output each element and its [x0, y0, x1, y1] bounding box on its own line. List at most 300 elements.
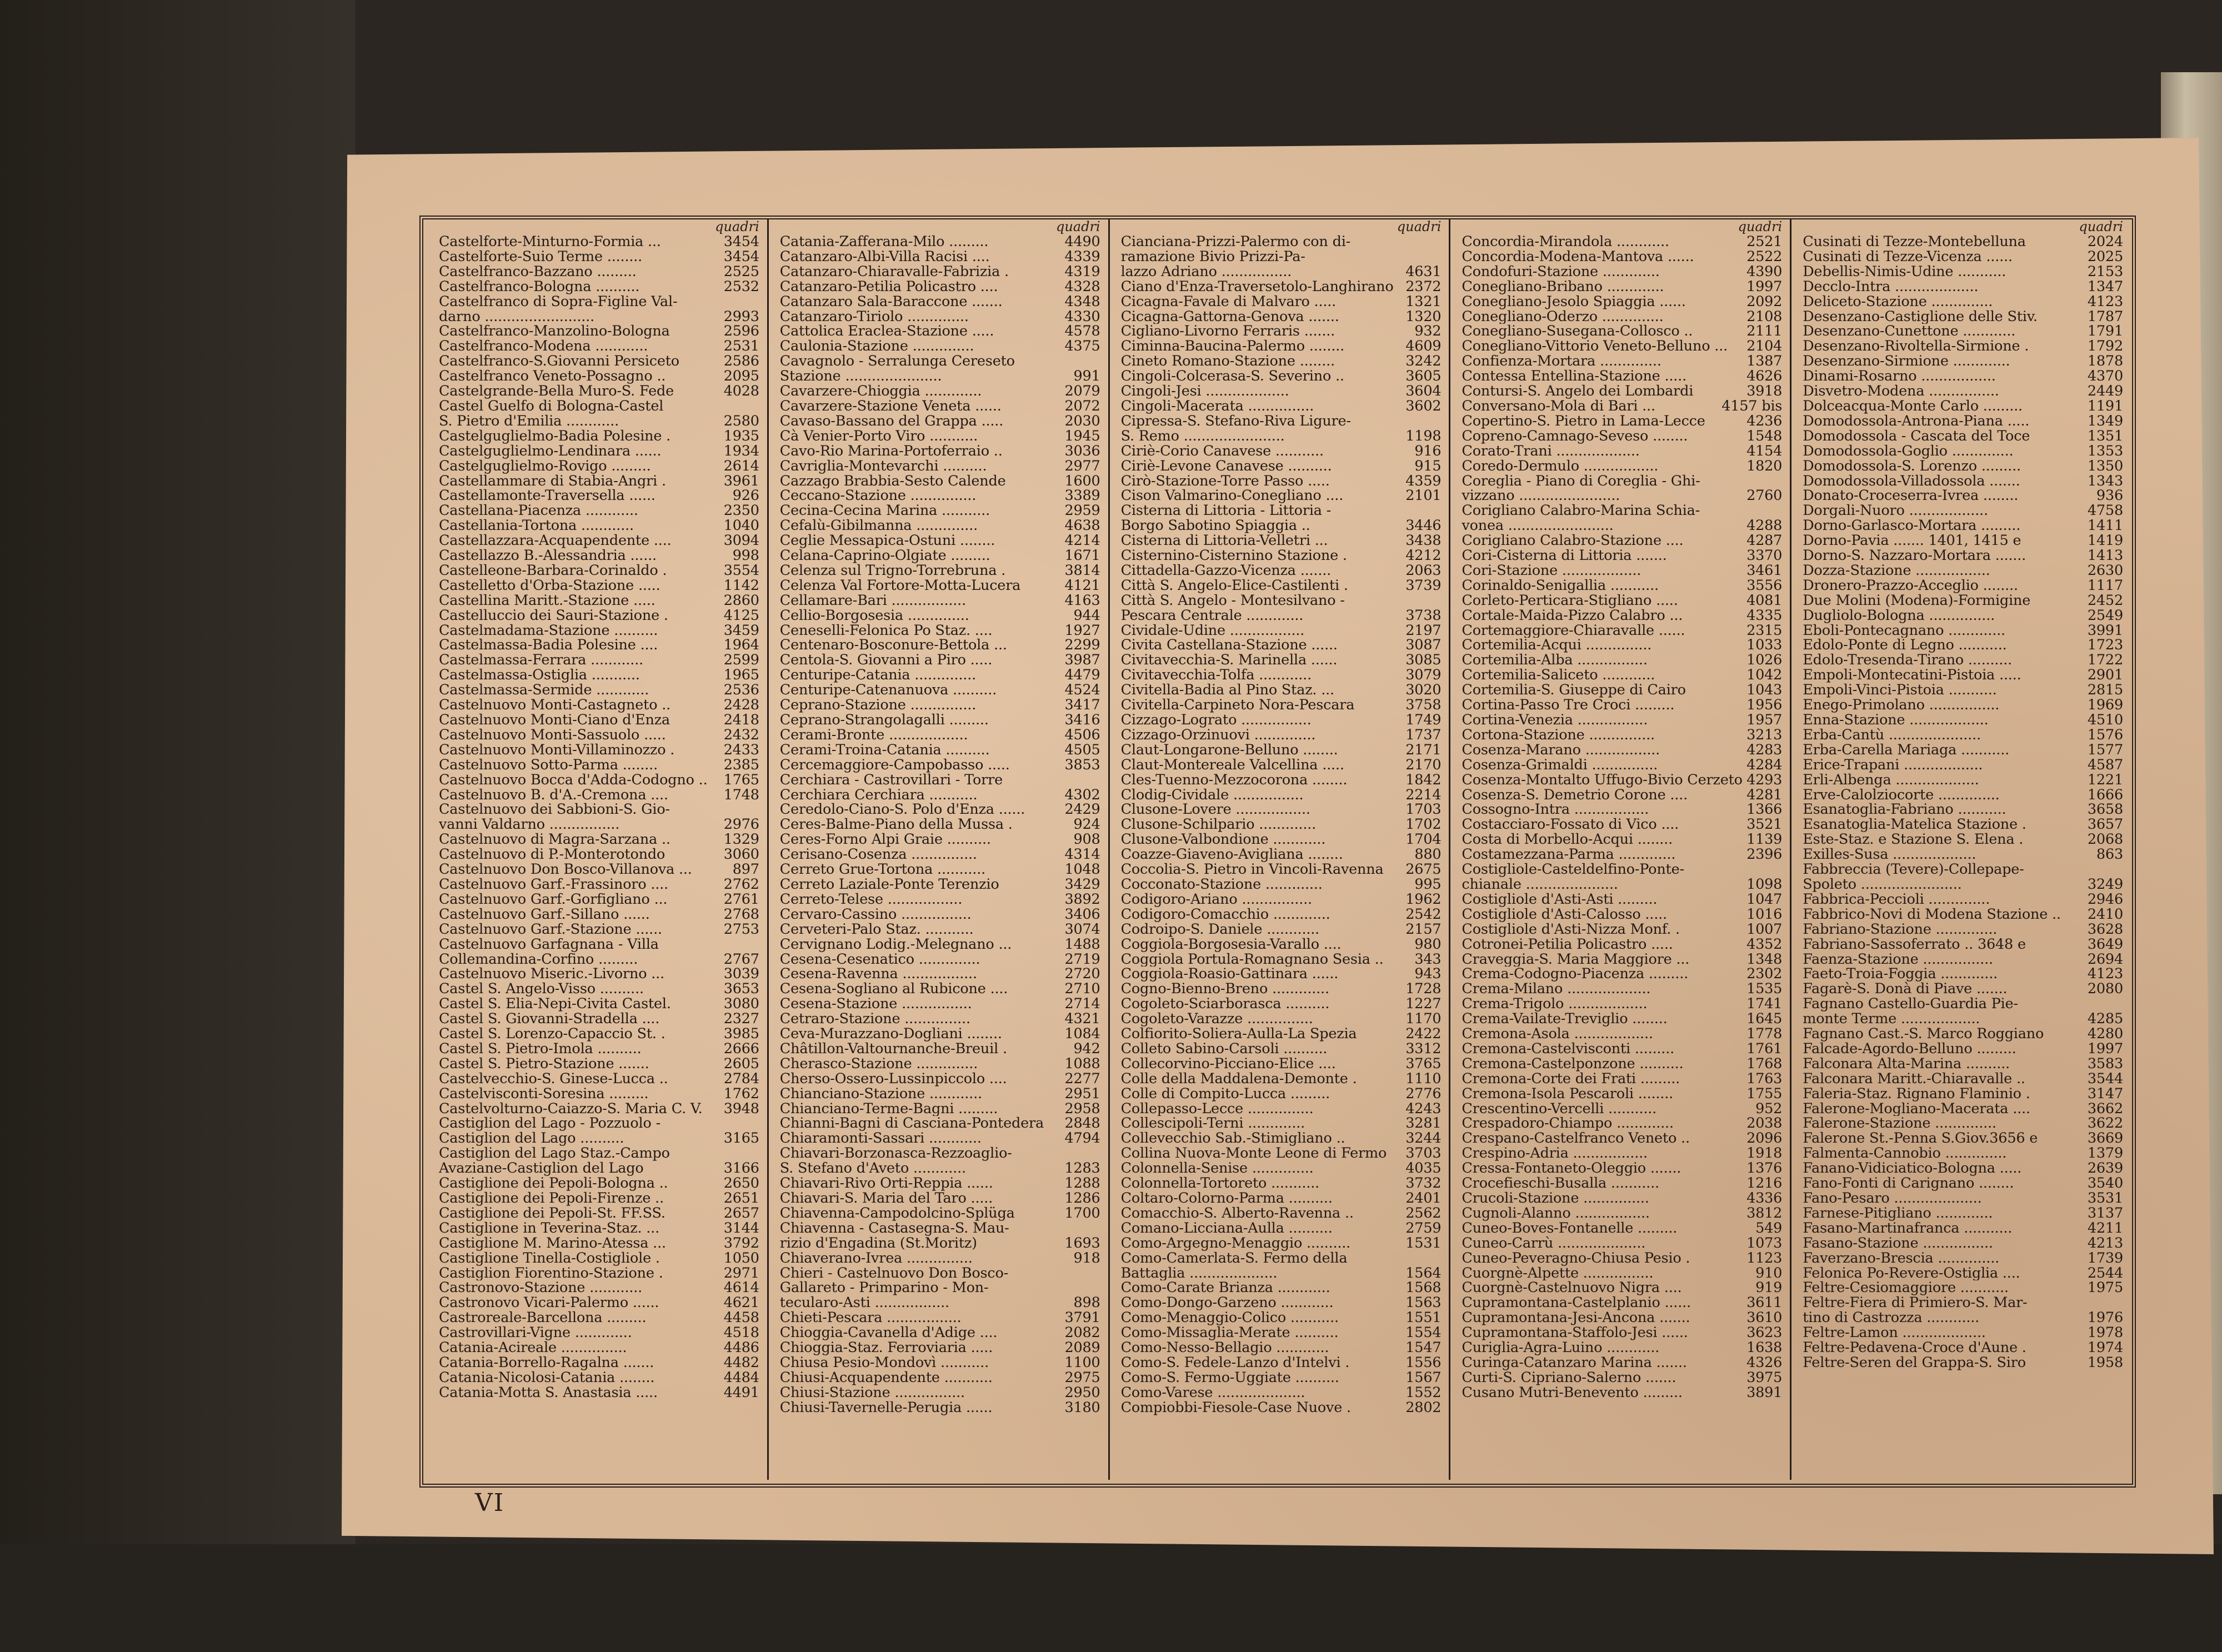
entry-place: Cervignano Lodig.-Melegnano ...	[779, 937, 1012, 952]
entry-place: Castel S. Pietro-Imola ..........	[439, 1041, 642, 1057]
index-entry	[439, 578, 759, 593]
entry-place: Castelguglielmo-Lendinara ......	[439, 443, 662, 459]
entry-place: Cesena-Ravenna .................	[779, 967, 977, 982]
entry-table-number: 2586	[723, 353, 759, 370]
entry-table-number: 1048	[1064, 861, 1100, 878]
index-entry	[1462, 1370, 1782, 1385]
entry-table-number: 2759	[1405, 1219, 1442, 1237]
entry-table-number: 2605	[723, 1055, 759, 1072]
entry-place: Crema-Codogno-Piacenza .........	[1462, 967, 1689, 982]
index-entry	[780, 1400, 1100, 1415]
index-entry	[1121, 1191, 1442, 1206]
entry-place: Cavarzere-Stazione Veneta ......	[779, 398, 1002, 414]
index-entry	[780, 399, 1100, 414]
entry-table-number: 2720	[1064, 965, 1100, 983]
index-entry	[780, 1191, 1100, 1206]
entry-place: Chioggia-Cavanella d'Adige ....	[779, 1325, 998, 1341]
entry-table-number: 2599	[723, 652, 759, 669]
index-entry	[439, 324, 759, 339]
index-entry	[1462, 1012, 1782, 1027]
index-entry	[1803, 1251, 2123, 1266]
index-entry	[1121, 1221, 1442, 1236]
entry-place: Centenaro-Bosconure-Bettola ...	[779, 638, 1007, 653]
index-entry	[439, 1131, 759, 1146]
index-entry	[439, 294, 759, 309]
index-entry	[1121, 728, 1442, 743]
index-entry	[439, 1191, 759, 1206]
entry-place: Centuripe-Catania ..............	[779, 668, 976, 683]
index-entry	[439, 788, 759, 803]
entry-place: Esanatoglia-Fabriano ...........	[1803, 802, 2006, 818]
index-entry	[439, 533, 759, 548]
entry-place: Cosenza-Marano .................	[1462, 742, 1660, 758]
entry-table-number: 1170	[1405, 1010, 1442, 1028]
entry-place: Cuorgnè-Castelnuovo Nigra ....	[1462, 1280, 1682, 1296]
entry-table-number: 1552	[1405, 1384, 1442, 1401]
index-entry	[1462, 324, 1782, 339]
entry-table-number: 4081	[1746, 592, 1783, 609]
entry-table-number: 1568	[1405, 1279, 1442, 1296]
index-entry	[1462, 563, 1782, 578]
index-entry	[439, 1072, 759, 1087]
entry-table-number: 3991	[2087, 622, 2123, 639]
entry-place: Cavaso-Bassano del Grappa .....	[779, 413, 1004, 429]
entry-table-number: 2946	[2087, 890, 2123, 908]
entry-place: Cremona-Castelponzone ..........	[1462, 1056, 1684, 1072]
entry-place: Catanzaro-Chiaravalle-Fabrizia .	[779, 264, 1009, 279]
entry-place: Castelnuovo Miseric.-Livorno ...	[439, 967, 664, 982]
entry-table-number: 1755	[1746, 1085, 1783, 1102]
index-entry	[1803, 518, 2123, 533]
entry-place: Castelfranco-Bazzano .........	[439, 264, 637, 279]
entry-table-number: 2531	[723, 338, 759, 355]
entry-table-number: 880	[1414, 846, 1442, 863]
entry-place: Crocefieschi-Busalla ...........	[1462, 1176, 1659, 1191]
entry-place: Fagnano Cast.-S. Marco Roggiano	[1803, 1027, 2044, 1042]
entry-place: Castelmassa-Ferrara ............	[439, 653, 644, 668]
entry-table-number: 1227	[1405, 995, 1442, 1013]
entry-place: Ceprano-Strangolagalli .........	[779, 713, 989, 728]
index-entry	[780, 533, 1100, 548]
index-entry	[1462, 294, 1782, 309]
entry-place: Corigliano Calabro-Marina Schia-	[1462, 503, 1700, 519]
index-entry	[1803, 474, 2123, 489]
entry-place: Ciriè-Corio Canavese ...........	[1120, 443, 1324, 459]
index-entry	[1462, 1146, 1782, 1161]
index-entry	[780, 638, 1100, 653]
entry-table-number: 2975	[1064, 1369, 1100, 1386]
entry-table-number: 3544	[2087, 1070, 2123, 1087]
index-entry	[1121, 1057, 1442, 1072]
index-entry	[439, 518, 759, 533]
index-entry	[1462, 758, 1782, 773]
entry-table-number: 3792	[723, 1234, 759, 1251]
index-entry	[439, 414, 759, 429]
entry-table-number: 2950	[1064, 1384, 1100, 1401]
index-entry	[439, 279, 759, 294]
index-entry	[1462, 653, 1782, 668]
entry-place: Cremona-Isola Pescaroli ........	[1462, 1086, 1674, 1102]
entry-place: Castelmadama-Stazione ..........	[439, 623, 658, 638]
index-entry	[780, 907, 1100, 922]
index-entry	[439, 1161, 759, 1176]
entry-place: Cianciana-Prizzi-Palermo con di-	[1120, 234, 1351, 249]
entry-table-number: 980	[1414, 935, 1442, 953]
index-entry	[1121, 1042, 1442, 1057]
entry-table-number: 3961	[723, 472, 759, 489]
entry-table-number: 1343	[2087, 472, 2123, 489]
entry-place: Cusinati di Tezze-Vicenza ......	[1803, 249, 2013, 264]
entry-table-number: 2030	[1064, 412, 1100, 429]
entry-table-number: 343	[1414, 950, 1442, 968]
index-entry	[439, 1251, 759, 1266]
entry-table-number: 1965	[723, 667, 759, 684]
entry-table-number: 1040	[723, 517, 759, 534]
entry-table-number: 2082	[1064, 1324, 1100, 1341]
index-entry	[439, 1266, 759, 1281]
entry-place: Faeto-Troia-Foggia .............	[1803, 967, 1998, 982]
entry-place: Cattolica Eraclea-Stazione .....	[779, 324, 994, 339]
index-entry	[439, 1012, 759, 1027]
entry-place: rizio d'Engadina (St.Moritz)	[779, 1235, 977, 1251]
entry-table-number: 3669	[2087, 1130, 2123, 1147]
entry-place: Cineto Romano-Stazione ........	[1120, 354, 1335, 369]
entry-table-number: 4631	[1405, 263, 1442, 280]
index-entry	[1803, 788, 2123, 803]
entry-table-number: 3165	[723, 1130, 759, 1147]
entry-table-number: 3461	[1746, 562, 1783, 579]
index-entry	[780, 922, 1100, 937]
index-entry	[1803, 952, 2123, 967]
index-entry	[1462, 1251, 1782, 1266]
entry-table-number: 898	[1073, 1294, 1100, 1311]
entry-place: Castellazzara-Acquapendente ....	[439, 533, 672, 549]
entry-place: Catania-Nicolosi-Catania ........	[439, 1370, 655, 1385]
entry-place: tino di Castrozza ............	[1803, 1310, 1980, 1326]
background-bottom	[0, 1544, 2222, 1652]
entry-place: Domodossola - Cascata del Toce	[1803, 428, 2030, 444]
entry-table-number: 4335	[1746, 607, 1783, 624]
index-entry	[1121, 668, 1442, 683]
entry-place: Corleto-Perticara-Stigliano .....	[1462, 593, 1678, 608]
entry-table-number: 1820	[1746, 457, 1783, 474]
index-entry	[1121, 832, 1442, 847]
index-entry	[1462, 1355, 1782, 1370]
entry-table-number: 4621	[723, 1294, 759, 1311]
entry-place: Cison Valmarino-Conegliano ....	[1120, 488, 1344, 504]
index-entry	[1803, 548, 2123, 563]
index-entry	[1803, 1191, 2123, 1206]
index-entry	[780, 1310, 1100, 1325]
index-entry	[780, 369, 1100, 384]
entry-place: Cerchiara - Castrovillari - Torre	[779, 772, 1003, 788]
entry-table-number: 4287	[1746, 532, 1783, 549]
entry-place: Centuripe-Catenanuova ..........	[779, 683, 997, 698]
index-entry	[1121, 309, 1442, 324]
entry-table-number: 1978	[2087, 1324, 2123, 1341]
entry-table-number: 2614	[723, 457, 759, 474]
entry-place: Domodossola-S. Lorenzo .........	[1803, 458, 2021, 474]
entry-place: Castelnuovo Garfagnana - Villa	[439, 937, 659, 952]
entry-table-number: 1778	[1746, 1025, 1783, 1043]
entry-table-number: 3147	[2087, 1085, 2123, 1102]
index-entry	[439, 638, 759, 653]
entry-place: Coredo-Dermulo .................	[1462, 458, 1659, 474]
entry-table-number: 924	[1073, 816, 1100, 833]
entry-table-number: 1958	[2087, 1354, 2123, 1371]
index-entry	[439, 1176, 759, 1191]
entry-table-number: 2521	[1746, 233, 1783, 250]
entry-table-number: 2418	[723, 712, 759, 728]
index-entry	[780, 264, 1100, 279]
entry-place: Cortemilia-Alba ................	[1462, 653, 1648, 668]
entry-table-number: 2993	[723, 308, 759, 325]
entry-table-number: 2542	[1405, 905, 1442, 923]
index-entry	[1803, 563, 2123, 578]
entry-table-number: 2768	[723, 905, 759, 923]
column-rows	[780, 234, 1100, 1415]
entry-table-number: 916	[1414, 442, 1442, 459]
entry-place: Cogno-Bienno-Breno .............	[1120, 982, 1329, 997]
index-entry	[1121, 817, 1442, 832]
entry-table-number: 2277	[1064, 1070, 1100, 1087]
entry-place: Domodossola-Villadossola .......	[1803, 473, 2020, 489]
index-entry	[1803, 1176, 2123, 1191]
index-entry	[1121, 683, 1442, 698]
entry-table-number: 2532	[723, 278, 759, 295]
index-entry	[1462, 1161, 1782, 1176]
entry-table-number: 1702	[1405, 816, 1442, 833]
entry-place: Dugliolo-Bologna ...............	[1803, 608, 1995, 623]
entry-place: Collescipoli-Terni .............	[1120, 1116, 1305, 1132]
index-entry	[1121, 713, 1442, 728]
entry-table-number: 2089	[1064, 1339, 1100, 1356]
entry-place: Castelnuovo Garf.-Frassinoro ....	[439, 877, 669, 892]
entry-place: Colle di Compito-Lucca .........	[1120, 1086, 1330, 1102]
index-entry	[439, 773, 759, 788]
entry-place: Cremona-Castelvisconti .........	[1462, 1041, 1675, 1057]
entry-table-number: 942	[1073, 1040, 1100, 1057]
entry-place: Crespino-Adria .................	[1462, 1146, 1648, 1162]
entry-table-number: 2038	[1746, 1115, 1783, 1132]
entry-place: Cipressa-S. Stefano-Riva Ligure-	[1120, 413, 1351, 429]
index-entry	[780, 1042, 1100, 1057]
index-entry	[1803, 503, 2123, 518]
index-entry	[1462, 1176, 1782, 1191]
entry-place: Cizzago-Lograto ................	[1120, 713, 1312, 728]
index-entry	[1803, 1266, 2123, 1281]
entry-place: Ceglie Messapica-Ostuni ........	[779, 533, 995, 549]
entry-place: Châtillon-Valtournanche-Breuil .	[779, 1041, 1007, 1057]
entry-table-number: 4035	[1405, 1160, 1442, 1177]
entry-place: Feltre-Cesiomaggiore ...........	[1803, 1280, 2009, 1296]
index-entry	[780, 1280, 1100, 1295]
entry-table-number: 1042	[1746, 667, 1783, 684]
index-entry	[1803, 623, 2123, 638]
index-entry	[439, 488, 759, 503]
entry-table-number: 1026	[1746, 652, 1783, 669]
entry-table-number: 4154	[1746, 442, 1783, 459]
entry-place: Falcade-Agordo-Belluno .........	[1803, 1041, 2016, 1057]
index-entry	[780, 474, 1100, 489]
entry-place: Falerone St.-Penna S.Giov.3656 e	[1803, 1131, 2038, 1147]
entry-table-number: 4352	[1746, 935, 1783, 953]
entry-place: Colfiorito-Soliera-Aulla-La Spezia	[1120, 1027, 1357, 1042]
entry-place: Dorno-S. Nazzaro-Mortara .......	[1803, 548, 2026, 563]
index-entry	[1121, 608, 1442, 623]
column-header: quadri	[1397, 219, 1442, 234]
entry-place: Costigliole d'Asti-Calosso .....	[1462, 907, 1667, 922]
entry-place: Erve-Calolziocorte ..............	[1803, 787, 2000, 803]
entry-place: Costa di Morbello-Acqui ........	[1462, 832, 1673, 848]
entry-table-number: 3406	[1064, 905, 1100, 923]
entry-place: Fabriano-Stazione ..............	[1803, 922, 1998, 937]
entry-place: Codigoro-Comacchio .............	[1120, 907, 1330, 922]
index-entry	[1462, 1042, 1782, 1057]
entry-place: Castelfranco-Modena ............	[439, 339, 648, 354]
index-entry	[1462, 264, 1782, 279]
index-entry	[780, 444, 1100, 459]
index-entry	[1803, 444, 2123, 459]
entry-table-number: 4288	[1746, 517, 1783, 534]
entry-table-number: 3540	[2087, 1175, 2123, 1192]
entry-place: Castelnuovo Monti-Villaminozzo .	[439, 742, 675, 758]
entry-table-number: 2372	[1405, 278, 1442, 295]
entry-table-number: 3244	[1405, 1130, 1442, 1147]
entry-place: Ceres-Balme-Piano della Mussa .	[779, 817, 1013, 833]
entry-table-number: 936	[2096, 487, 2123, 504]
entry-table-number: 4578	[1064, 323, 1100, 340]
entry-place: Cocconato-Stazione .............	[1120, 877, 1323, 892]
entry-table-number: 4283	[1746, 741, 1783, 758]
entry-table-number: 2848	[1064, 1115, 1100, 1132]
entry-place: Castiglione dei Pepoli-Bologna ..	[439, 1176, 668, 1191]
entry-table-number: 3604	[1405, 383, 1442, 400]
index-entry	[439, 892, 759, 907]
entry-table-number: 2079	[1064, 383, 1100, 400]
entry-place: Dinami-Rosarno .................	[1803, 369, 1996, 384]
entry-table-number: 3892	[1064, 890, 1100, 908]
entry-place: Castellammare di Stabia-Angri .	[439, 473, 666, 489]
entry-table-number: 1974	[2087, 1339, 2123, 1356]
entry-place: Este-Staz. e Stazione S. Elena .	[1803, 832, 2024, 848]
index-entry	[439, 1206, 759, 1221]
entry-place: Catania-Motta S. Anastasia .....	[439, 1385, 658, 1400]
entry-table-number: 4638	[1064, 517, 1100, 534]
entry-table-number: 2976	[723, 816, 759, 833]
index-entry	[439, 309, 759, 324]
entry-table-number: 3137	[2087, 1204, 2123, 1222]
index-entry	[1462, 877, 1782, 892]
entry-table-number: 4626	[1746, 368, 1783, 385]
index-entry	[1462, 1206, 1782, 1221]
index-entry	[1803, 847, 2123, 862]
entry-table-number: 4758	[2087, 502, 2123, 519]
entry-table-number: 1791	[2087, 323, 2123, 340]
index-entry	[1462, 1027, 1782, 1042]
column-3	[1110, 219, 1451, 1480]
entry-table-number: 1722	[2087, 652, 2123, 669]
entry-table-number: 3060	[723, 846, 759, 863]
index-entry	[780, 1102, 1100, 1117]
entry-place: Città S. Angelo - Montesilvano -	[1120, 593, 1345, 608]
entry-table-number: 1198	[1405, 427, 1442, 444]
entry-table-number: 1792	[2087, 338, 2123, 355]
entry-table-number: 2315	[1746, 622, 1783, 639]
index-entry	[780, 892, 1100, 907]
entry-place: Chiavari-Borzonasca-Rezzoaglio-	[779, 1146, 1012, 1162]
entry-table-number: 2719	[1064, 950, 1100, 968]
entry-table-number: 4163	[1064, 592, 1100, 609]
entry-table-number: 1351	[2087, 427, 2123, 444]
entry-table-number: 4243	[1405, 1100, 1442, 1117]
entry-table-number: 1935	[723, 427, 759, 444]
entry-place: Castelguglielmo-Badia Polesine .	[439, 428, 671, 444]
entry-place: Como-Argegno-Menaggio ..........	[1120, 1235, 1351, 1251]
entry-table-number: 1088	[1064, 1055, 1100, 1072]
entry-place: Castelleone-Barbara-Corinaldo .	[439, 563, 667, 578]
index-entry	[780, 683, 1100, 698]
index-entry	[1121, 593, 1442, 608]
entry-table-number: 3739	[1405, 577, 1442, 594]
entry-table-number: 3985	[723, 1025, 759, 1043]
entry-table-number: 2422	[1405, 1025, 1442, 1043]
entry-table-number: 943	[1414, 965, 1442, 983]
entry-place: Contursi-S. Angelo dei Lombardi	[1462, 384, 1694, 399]
index-entry	[780, 1370, 1100, 1385]
index-entry	[1803, 1236, 2123, 1251]
index-entry	[1462, 788, 1782, 803]
entry-place: Castelfranco-Bologna ..........	[439, 279, 640, 294]
entry-place: Concordia-Modena-Mantova ......	[1462, 249, 1694, 264]
index-entry	[439, 264, 759, 279]
index-entry	[1121, 862, 1442, 877]
entry-place: Avaziane-Castiglion del Lago	[439, 1161, 644, 1177]
entry-table-number: 1763	[1746, 1070, 1783, 1087]
entry-place: Como-Nesso-Bellagio ............	[1120, 1340, 1329, 1355]
entry-table-number: 2432	[723, 726, 759, 743]
entry-place: Chiaramonti-Sassari ............	[779, 1131, 982, 1147]
entry-place: Pescara Centrale .............	[1120, 608, 1304, 623]
index-entry	[780, 429, 1100, 444]
entry-place: Cortina-Passo Tre Croci .........	[1462, 698, 1675, 713]
entry-table-number: 952	[1755, 1100, 1783, 1117]
index-entry	[1121, 1295, 1442, 1310]
index-entry	[439, 832, 759, 847]
index-entry	[1462, 1221, 1782, 1236]
index-entry	[1803, 877, 2123, 892]
index-entry	[439, 952, 759, 967]
index-entry	[1803, 892, 2123, 907]
index-entry	[1121, 474, 1442, 489]
index-entry	[1121, 982, 1442, 997]
entry-table-number: 1704	[1405, 831, 1442, 848]
entry-place: Condofuri-Stazione .............	[1462, 264, 1660, 279]
index-entry	[1462, 1280, 1782, 1295]
index-entry	[1121, 518, 1442, 533]
entry-table-number: 3653	[723, 980, 759, 998]
entry-table-number: 549	[1755, 1219, 1783, 1237]
index-entry	[1803, 309, 2123, 324]
index-entry	[780, 563, 1100, 578]
index-entry	[780, 1251, 1100, 1266]
entry-table-number: 1531	[1405, 1234, 1442, 1251]
entry-place: Cerveteri-Palo Staz. ...........	[779, 922, 974, 937]
index-entry	[780, 1072, 1100, 1087]
entry-table-number: 1768	[1746, 1055, 1783, 1072]
entry-place: Cerreto Laziale-Ponte Terenzio	[779, 877, 999, 892]
entry-table-number: 3213	[1746, 726, 1783, 743]
